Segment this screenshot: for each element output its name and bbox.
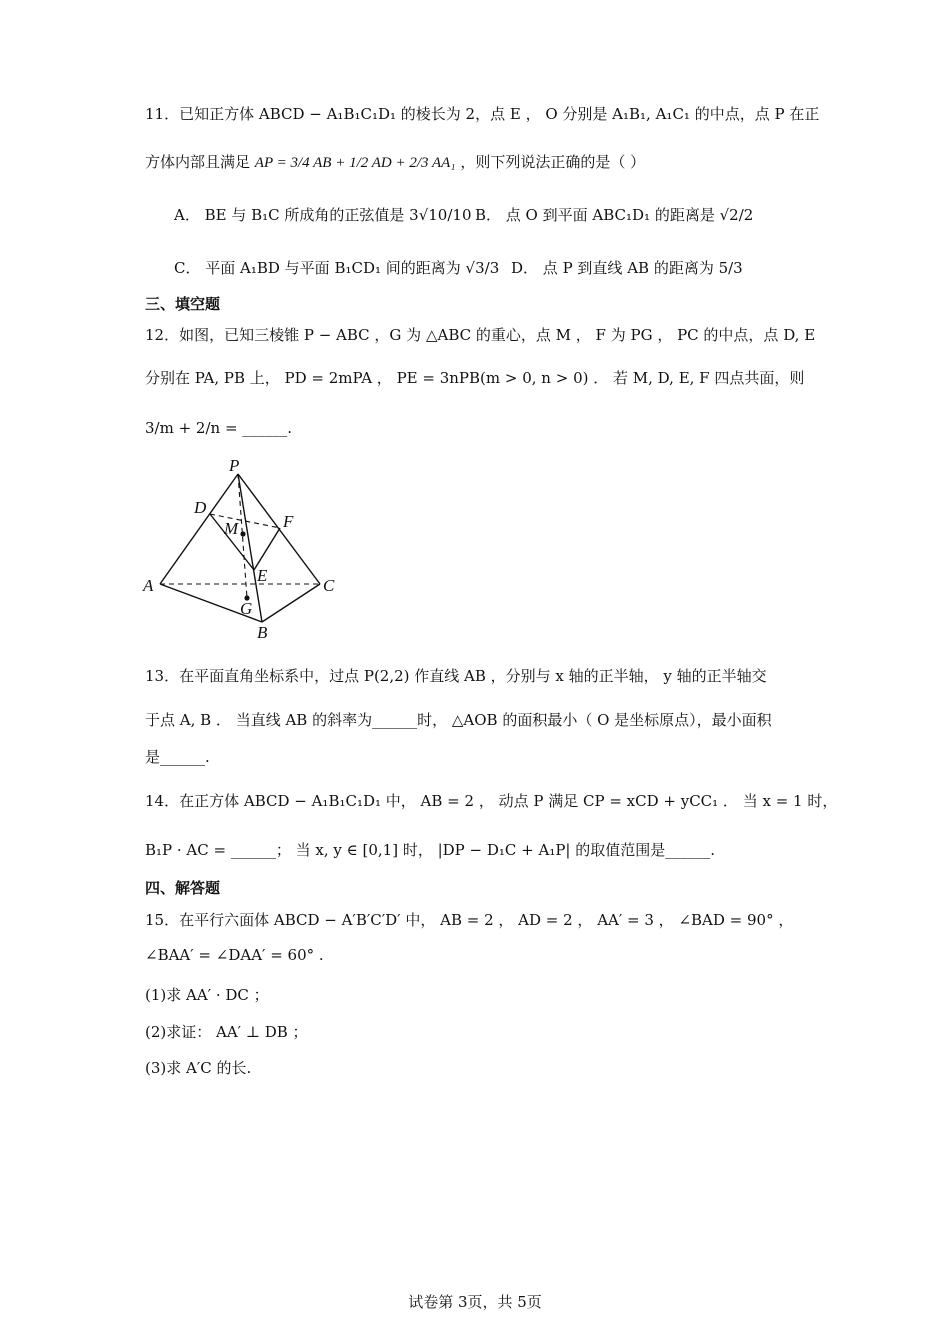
edge-cb xyxy=(262,584,320,622)
q11-line2-prefix: 方体内部且满足 xyxy=(145,153,251,171)
q11-option-a: A． BE 与 B₁C 所成角的正弦值是 3√10/10 xyxy=(174,206,472,224)
label-b: B xyxy=(257,623,268,642)
q11-line1: 11．已知正方体 ABCD − A₁B₁C₁D₁ 的棱长为 2，点 E ， O 分别是 A₁B₁, A₁C₁ 的中点，点 P 在正 xyxy=(145,105,820,123)
q12-line3: 3/m + 2/n = ______. xyxy=(145,419,293,437)
point-m xyxy=(240,531,245,536)
q13-line2: 于点 A, B ． 当直线 AB 的斜率为______时， △AOB 的面积最小（ O 是坐标原点），最小面积 xyxy=(145,711,772,729)
section-heading-fill-in: 三、填空题 xyxy=(145,295,221,313)
q11-option-d: D． 点 P 到直线 AB 的距离为 5/3 xyxy=(511,259,743,277)
section-heading-solutions: 四、解答题 xyxy=(145,879,221,897)
label-e: E xyxy=(257,566,268,585)
q14-line1: 14．在正方体 ABCD − A₁B₁C₁D₁ 中， AB = 2 ， 动点 P 满足 CP = xCD + yCC₁ ． 当 x = 1 时， xyxy=(145,792,838,810)
q15-line2: ∠BAA′ = ∠DAA′ = 60° . xyxy=(145,946,324,964)
q15-part2: (2)求证： AA′ ⊥ DB ； xyxy=(145,1023,308,1041)
q15-part1: (1)求 AA′ · DC ； xyxy=(145,986,269,1004)
page-footer: 试卷第 3页，共 5页 xyxy=(408,1293,542,1311)
q11-option-b: B． 点 O 到平面 ABC₁D₁ 的距离是 √2/2 xyxy=(475,206,754,224)
q13-line1: 13．在平面直角坐标系中，过点 P(2,2) 作直线 AB ，分别与 x 轴的正半轴， y 轴的正半轴交 xyxy=(145,667,767,685)
label-f: F xyxy=(283,512,294,531)
label-a: A xyxy=(143,576,154,595)
segment-ef xyxy=(254,528,280,570)
q12-line1: 12．如图，已知三棱锥 P − ABC ，G 为 △ABC 的重心，点 M ， F 为 PG ， PC 的中点，点 D, E xyxy=(145,326,816,344)
q11-line2 xyxy=(145,152,645,173)
q11-line2-suffix: ，则下列说法正确的是（ ） xyxy=(460,153,646,171)
q12-line2: 分别在 PA, PB 上， PD = 2mPA ， PE = 3nPB(m > 0, n > 0) ． 若 M, D, E, F 四点共面，则 xyxy=(145,369,805,387)
label-c: C xyxy=(323,576,335,595)
q13-line3: 是______. xyxy=(145,748,210,766)
q11-vector-equation: AP = 3/4 AB + 1/2 AD + 2/3 AA₁ xyxy=(254,155,456,171)
q15-part3: (3)求 A′C 的长. xyxy=(145,1059,252,1077)
pyramid-figure xyxy=(140,455,350,645)
label-d: D xyxy=(194,498,207,517)
q14-line2: B₁P · AC = ______； 当 x, y ∈ [0,1] 时， |DP − D₁C + A₁P| 的取值范围是______. xyxy=(145,841,716,859)
label-m: M xyxy=(224,519,239,538)
label-p: P xyxy=(229,456,240,475)
label-g: G xyxy=(240,599,253,618)
q11-option-c: C． 平面 A₁BD 与平面 B₁CD₁ 间的距离为 √3/3 xyxy=(174,259,500,277)
q15-line1: 15．在平行六面体 ABCD − A′B′C′D′ 中， AB = 2 ， AD = 2 ， AA′ = 3 ， ∠BAD = 90° ， xyxy=(145,911,794,929)
